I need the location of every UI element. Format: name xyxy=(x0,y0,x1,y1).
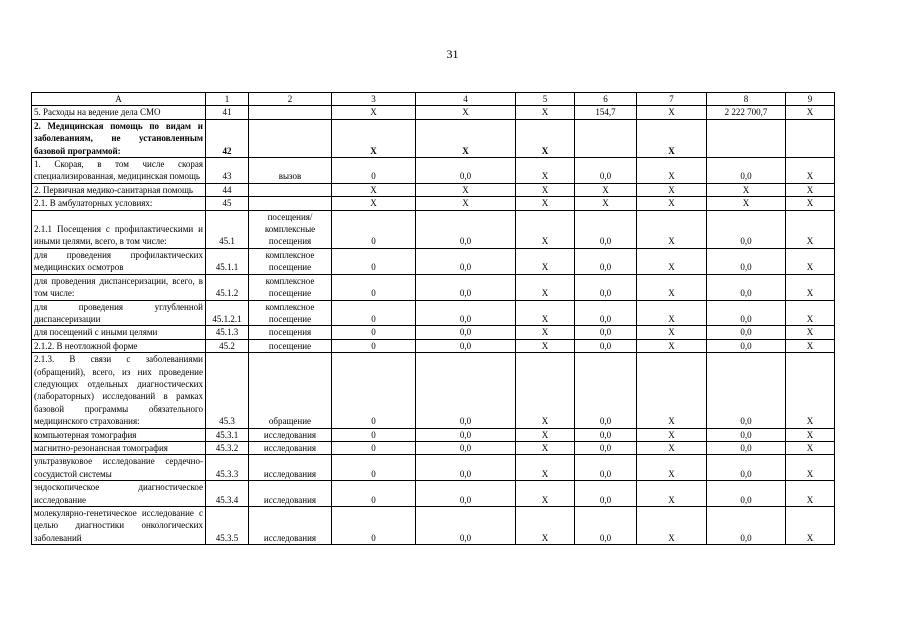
row-label: для проведения углубленной диспансеризации xyxy=(32,300,206,326)
table-cell: 0,0 xyxy=(707,326,786,339)
table-cell: 0,0 xyxy=(416,507,516,545)
column-header: 9 xyxy=(786,93,835,106)
table-cell: 0,0 xyxy=(707,353,786,428)
table-cell: X xyxy=(516,248,575,274)
table-cell: X xyxy=(637,353,707,428)
table-cell: X xyxy=(637,300,707,326)
row-label: 2.1.2. В неотложной форме xyxy=(32,339,206,352)
table-cell: 0,0 xyxy=(416,210,516,248)
table-row xyxy=(32,507,835,545)
table-cell: 0,0 xyxy=(575,274,637,300)
row-label: для посещений с иными целями xyxy=(32,326,206,339)
row-label: эндоскопическое диагностическое исследование xyxy=(32,481,206,507)
table-row xyxy=(32,455,835,481)
table-cell: 45.2 xyxy=(206,339,249,352)
table-cell: 0,0 xyxy=(416,248,516,274)
row-label: для проведения профилактических медицинских осмотров xyxy=(32,248,206,274)
table-cell: X xyxy=(416,197,516,210)
column-header: 5 xyxy=(516,93,575,106)
table-cell: X xyxy=(637,428,707,441)
table-cell: X xyxy=(637,197,707,210)
table-row xyxy=(32,274,835,300)
table-cell: X xyxy=(786,353,835,428)
table-cell: 0,0 xyxy=(575,210,637,248)
table-cell: X xyxy=(416,183,516,196)
table-cell: X xyxy=(516,197,575,210)
table-cell: 45.3.4 xyxy=(206,481,249,507)
table-cell: X xyxy=(575,183,637,196)
column-header: 8 xyxy=(707,93,786,106)
table-cell: 0,0 xyxy=(707,441,786,454)
table-cell: исследования xyxy=(249,428,332,441)
table-cell: X xyxy=(332,106,416,119)
table-cell: X xyxy=(516,455,575,481)
table-cell: 0,0 xyxy=(416,300,516,326)
table-cell xyxy=(249,106,332,119)
table-cell: 0,0 xyxy=(575,441,637,454)
table-cell: 45.1.3 xyxy=(206,326,249,339)
table-row xyxy=(32,119,835,157)
table-cell: комплексное посещение xyxy=(249,274,332,300)
table-cell: X xyxy=(786,300,835,326)
table-cell: X xyxy=(637,248,707,274)
table-row xyxy=(32,481,835,507)
table-cell: 0,0 xyxy=(416,158,516,184)
table-row xyxy=(32,339,835,352)
table-cell: X xyxy=(637,481,707,507)
table-cell: 0 xyxy=(332,210,416,248)
column-header: 7 xyxy=(637,93,707,106)
table-cell: 0,0 xyxy=(575,326,637,339)
table-cell xyxy=(707,119,786,157)
table-cell: 0,0 xyxy=(416,339,516,352)
table-cell: 0,0 xyxy=(707,210,786,248)
table-cell: X xyxy=(516,441,575,454)
table-cell: 0,0 xyxy=(707,248,786,274)
table-cell: X xyxy=(637,441,707,454)
table-cell: 0,0 xyxy=(416,274,516,300)
table-cell: 0,0 xyxy=(707,158,786,184)
table-cell: 0,0 xyxy=(707,507,786,545)
data-table xyxy=(31,92,835,545)
table-cell: 45.1.2.1 xyxy=(206,300,249,326)
column-header: 6 xyxy=(575,93,637,106)
table-cell: X xyxy=(516,119,575,157)
table-cell: X xyxy=(637,183,707,196)
table-cell: 0,0 xyxy=(575,507,637,545)
table-cell: 0 xyxy=(332,248,416,274)
table-cell: 0,0 xyxy=(575,339,637,352)
column-header: 1 xyxy=(206,93,249,106)
table-cell: 0,0 xyxy=(575,248,637,274)
row-label: компьютерная томография xyxy=(32,428,206,441)
table-cell: 45.1.2 xyxy=(206,274,249,300)
table-cell: X xyxy=(637,210,707,248)
table-cell: X xyxy=(786,441,835,454)
table-cell: 0,0 xyxy=(707,455,786,481)
table-cell: X xyxy=(786,197,835,210)
table-cell: 0 xyxy=(332,274,416,300)
table-cell: 0,0 xyxy=(707,300,786,326)
table-cell: исследования xyxy=(249,481,332,507)
table-header-row xyxy=(32,93,835,106)
table-cell: 42 xyxy=(206,119,249,157)
table-cell: вызов xyxy=(249,158,332,184)
table-cell: X xyxy=(332,119,416,157)
table-cell: X xyxy=(637,339,707,352)
table-row xyxy=(32,300,835,326)
table-cell: X xyxy=(637,455,707,481)
table-cell: 0 xyxy=(332,428,416,441)
table-cell: 0,0 xyxy=(416,441,516,454)
table-cell: 43 xyxy=(206,158,249,184)
table-cell: 0,0 xyxy=(575,353,637,428)
table-cell: 45.1 xyxy=(206,210,249,248)
table-cell: 0,0 xyxy=(575,455,637,481)
row-label: для проведения диспансеризации, всего, в том числе: xyxy=(32,274,206,300)
table-cell: 45.3 xyxy=(206,353,249,428)
table-cell: X xyxy=(516,481,575,507)
table-cell: X xyxy=(416,106,516,119)
table-cell: 0,0 xyxy=(416,481,516,507)
table-row xyxy=(32,158,835,184)
row-label: молекулярно-генетическое исследование с целью диагностики онкологических заболеваний xyxy=(32,507,206,545)
table-cell: X xyxy=(786,106,835,119)
table-cell: X xyxy=(786,481,835,507)
column-header: А xyxy=(32,93,206,106)
table-cell xyxy=(575,119,637,157)
table-cell: 45.3.5 xyxy=(206,507,249,545)
table-row xyxy=(32,210,835,248)
table-cell: 0,0 xyxy=(575,158,637,184)
table-cell xyxy=(249,183,332,196)
table-cell: X xyxy=(786,455,835,481)
table-cell: X xyxy=(416,119,516,157)
table-cell: X xyxy=(786,210,835,248)
table-cell: 0 xyxy=(332,455,416,481)
table-cell: 0,0 xyxy=(707,339,786,352)
table-cell: 0 xyxy=(332,339,416,352)
table-cell: X xyxy=(786,183,835,196)
table-cell: посещение xyxy=(249,339,332,352)
table-cell: 0 xyxy=(332,326,416,339)
table-cell: X xyxy=(516,106,575,119)
table-cell: X xyxy=(332,197,416,210)
table-cell xyxy=(786,119,835,157)
table-cell: X xyxy=(516,183,575,196)
table-cell: X xyxy=(516,300,575,326)
table-cell: исследования xyxy=(249,441,332,454)
table-cell: обращение xyxy=(249,353,332,428)
row-label: 2.1.1 Посещения с профилактическими и иными целями, всего, в том числе: xyxy=(32,210,206,248)
table-cell: X xyxy=(786,507,835,545)
table-cell: X xyxy=(786,326,835,339)
table-cell: X xyxy=(516,326,575,339)
table-cell xyxy=(249,119,332,157)
table-cell: исследования xyxy=(249,455,332,481)
table-cell: 45 xyxy=(206,197,249,210)
table-cell: X xyxy=(786,158,835,184)
table-cell: X xyxy=(575,197,637,210)
table-cell: 2 222 700,7 xyxy=(707,106,786,119)
table-cell: комплексное посещение xyxy=(249,300,332,326)
column-header: 4 xyxy=(416,93,516,106)
table-cell: 0,0 xyxy=(416,428,516,441)
table-row xyxy=(32,106,835,119)
row-label: 2.1.3. В связи с заболеваниями (обращений), всего, из них проведение следующих отдельных диагностических (лабораторных) исследований в рамках базовой программы обязательного медицинского страхования: xyxy=(32,353,206,428)
table-cell: X xyxy=(516,339,575,352)
table-row xyxy=(32,248,835,274)
page-number: 31 xyxy=(446,47,459,61)
table-cell: 45.3.3 xyxy=(206,455,249,481)
table-cell: 0,0 xyxy=(416,326,516,339)
table-cell: X xyxy=(707,197,786,210)
table-cell: 0,0 xyxy=(707,274,786,300)
table-cell: 0,0 xyxy=(416,353,516,428)
table-cell: X xyxy=(637,106,707,119)
table-row xyxy=(32,326,835,339)
table-cell: посещения/ комплексные посещения xyxy=(249,210,332,248)
table-cell: X xyxy=(786,274,835,300)
row-label: 2. Медицинская помощь по видам и заболеваниям, не установленным базовой программой: xyxy=(32,119,206,157)
column-header: 3 xyxy=(332,93,416,106)
table-row xyxy=(32,197,835,210)
table-cell: X xyxy=(332,183,416,196)
table-cell: X xyxy=(707,183,786,196)
table-cell: 154,7 xyxy=(575,106,637,119)
table-cell: 0 xyxy=(332,158,416,184)
table-cell: посещения xyxy=(249,326,332,339)
table-cell: 45.3.1 xyxy=(206,428,249,441)
table-cell: 0,0 xyxy=(416,455,516,481)
table-row xyxy=(32,441,835,454)
table-cell: X xyxy=(516,507,575,545)
row-label: магнитно-резонансная томография xyxy=(32,441,206,454)
table-row xyxy=(32,353,835,428)
table-cell: 41 xyxy=(206,106,249,119)
table-cell: X xyxy=(637,274,707,300)
table-cell: X xyxy=(786,428,835,441)
table-cell: X xyxy=(637,119,707,157)
table-cell: комплексное посещение xyxy=(249,248,332,274)
table-row xyxy=(32,183,835,196)
table-cell: 0,0 xyxy=(707,428,786,441)
table-cell: 0 xyxy=(332,300,416,326)
table-cell: 0 xyxy=(332,481,416,507)
table-cell xyxy=(249,197,332,210)
row-label: 2.1. В амбулаторных условиях: xyxy=(32,197,206,210)
row-label: 5. Расходы на ведение дела СМО xyxy=(32,106,206,119)
table-cell: 0,0 xyxy=(575,481,637,507)
table-cell: X xyxy=(516,210,575,248)
row-label: ультразвуковое исследование сердечно-сосудистой системы xyxy=(32,455,206,481)
table-cell: X xyxy=(637,507,707,545)
table-cell: X xyxy=(637,158,707,184)
table-cell: 44 xyxy=(206,183,249,196)
table-cell: X xyxy=(516,428,575,441)
table-cell: X xyxy=(516,158,575,184)
table-cell: X xyxy=(516,274,575,300)
table-cell: 0,0 xyxy=(575,300,637,326)
table-cell: X xyxy=(637,326,707,339)
column-header: 2 xyxy=(249,93,332,106)
table-cell: 0 xyxy=(332,353,416,428)
table-cell: X xyxy=(786,248,835,274)
table-cell: 0 xyxy=(332,507,416,545)
table-row xyxy=(32,428,835,441)
table-cell: 0 xyxy=(332,441,416,454)
table-cell: 45.1.1 xyxy=(206,248,249,274)
row-label: 1. Скорая, в том числе скорая специализированная, медицинская помощь xyxy=(32,158,206,184)
table-cell: X xyxy=(786,339,835,352)
row-label: 2. Первичная медико-санитарная помощь xyxy=(32,183,206,196)
table-cell: X xyxy=(516,353,575,428)
table-cell: исследования xyxy=(249,507,332,545)
table-cell: 0,0 xyxy=(575,428,637,441)
table-cell: 45.3.2 xyxy=(206,441,249,454)
table-cell: 0,0 xyxy=(707,481,786,507)
